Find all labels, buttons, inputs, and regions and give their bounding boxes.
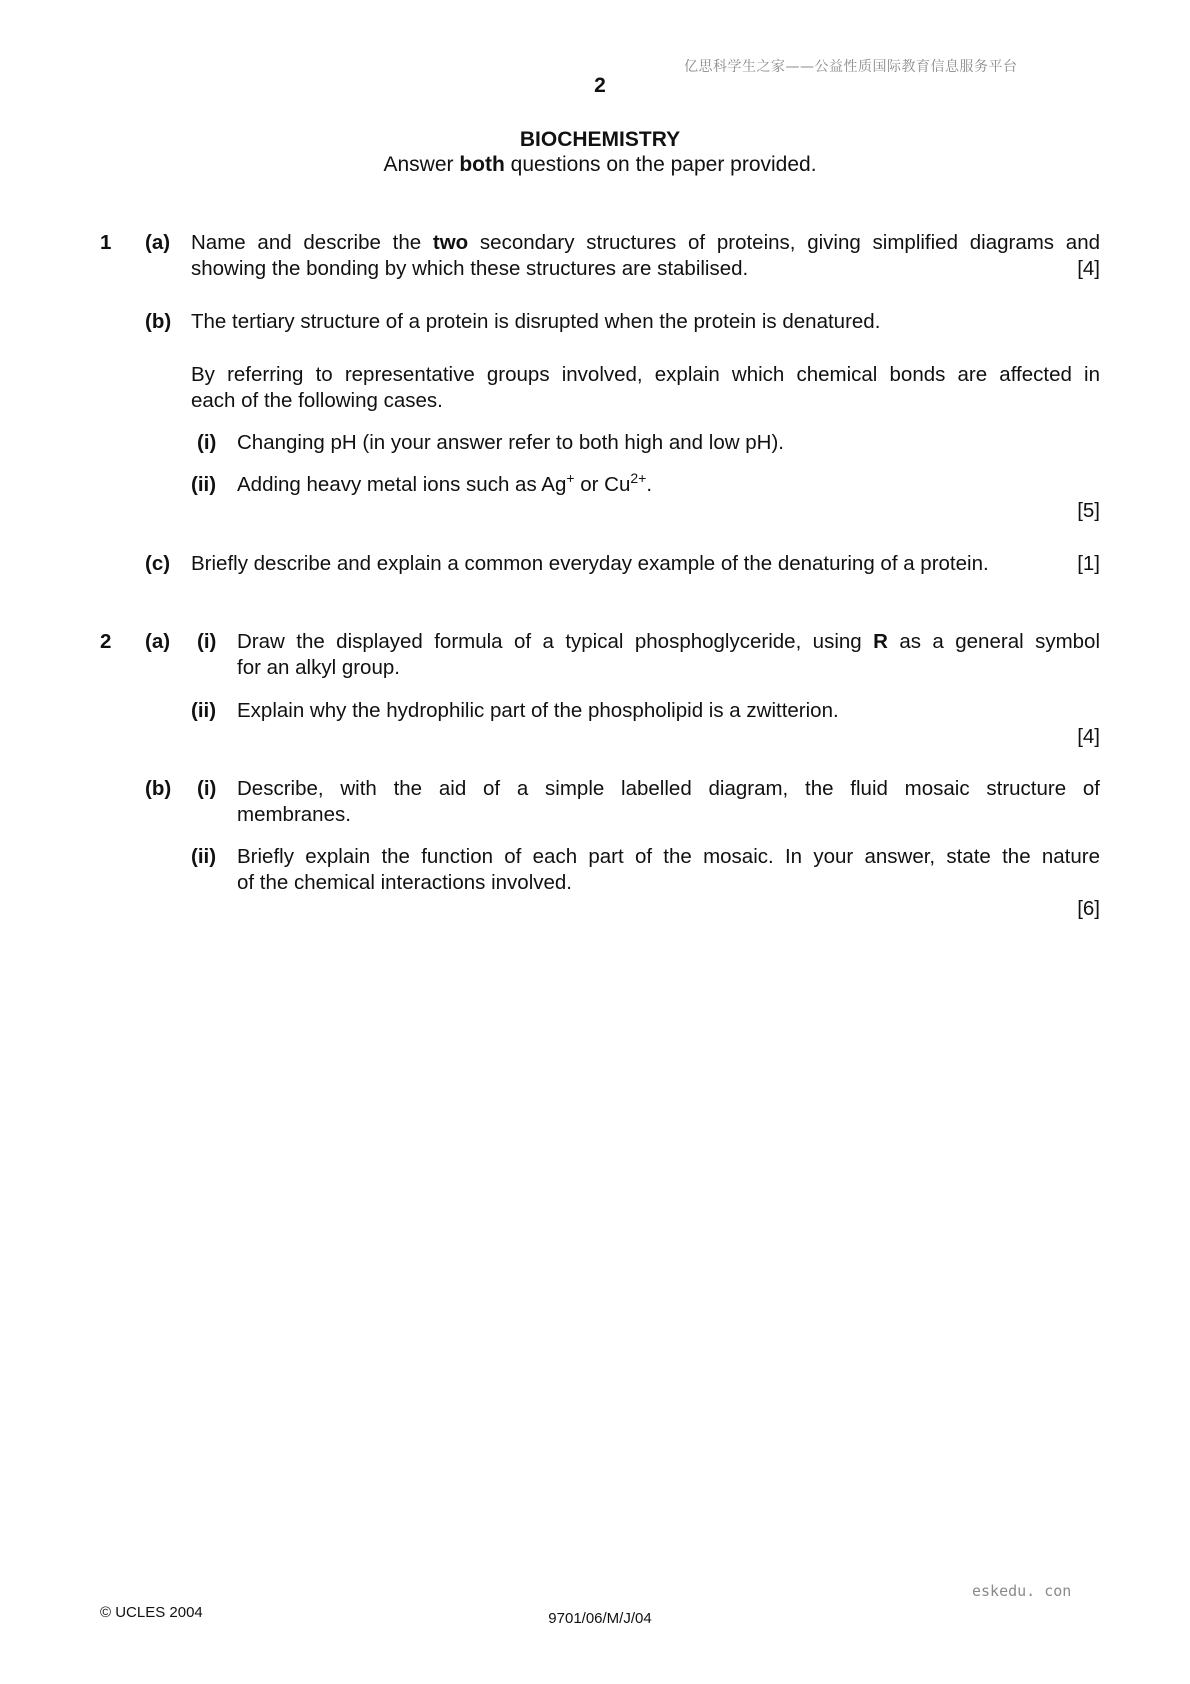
instruction-bold: both (459, 153, 505, 176)
q2a-i-line1-bold: R (873, 630, 888, 653)
copyright: © UCLES 2004 (100, 1604, 203, 1621)
q2b-ii-line1: Briefly explain the function of each part of the mosaic. In your answer, state the nature (237, 845, 1100, 868)
subpart-label: (i) (197, 630, 217, 653)
superscript: + (566, 470, 575, 486)
watermark-text: eskedu. con (972, 1582, 1072, 1600)
mark-allocation: [1] (1077, 552, 1100, 575)
instruction-post: questions on the paper provided. (504, 153, 817, 176)
part-label: (b) (145, 777, 172, 800)
page-number: 2 (594, 74, 606, 97)
part-label: (a) (145, 231, 171, 254)
instruction-pre: Answer (383, 153, 460, 176)
q2a-i-line2: for an alkyl group. (237, 656, 400, 679)
q1b-ii-mid: or Cu (574, 473, 631, 496)
q2a-i-line1-post: as a general symbol (887, 630, 1101, 653)
q1a-line2: showing the bonding by which these structures are stabilised. (191, 257, 749, 280)
q1b-intro: The tertiary structure of a protein is disrupted when the protein is denatured. (191, 310, 881, 333)
q2b-i-line2: membranes. (237, 803, 351, 826)
part-label: (c) (145, 552, 171, 575)
q1b-ii-pre: Adding heavy metal ions such as Ag (237, 473, 567, 496)
section-title: BIOCHEMISTRY (519, 128, 681, 151)
q1a-line1 (191, 230, 1100, 256)
instruction (0, 153, 1190, 177)
subpart-label: (ii) (191, 699, 217, 722)
q1c-text: Briefly describe and explain a common everyday example of the denaturing of a protein. (191, 552, 989, 575)
part-label: (a) (145, 630, 171, 653)
subpart-label: (i) (197, 777, 217, 800)
mark-allocation: [6] (1077, 897, 1100, 920)
subpart-label: (ii) (191, 845, 217, 868)
paper-code: 9701/06/M/J/04 (548, 1610, 652, 1627)
subpart-label: (i) (197, 431, 217, 454)
q2a-i-line1 (237, 629, 1100, 655)
watermark-text: 亿思科学生之家——公益性质国际教育信息服务平台 (684, 59, 1018, 75)
q2a-ii-text: Explain why the hydrophilic part of the phospholipid is a zwitterion. (237, 699, 839, 722)
mark-allocation: [5] (1077, 499, 1100, 522)
question-number: 2 (100, 630, 112, 653)
q1b-ii-post: . (646, 473, 653, 496)
q1a-line1-post: secondary structures of proteins, giving simplified diagrams and (468, 231, 1100, 254)
q2a-i-line1-pre: Draw the displayed formula of a typical phosphoglyceride, using (237, 630, 874, 653)
q1a-line1-bold: two (432, 231, 469, 254)
q1b-i-text: Changing pH (in your answer refer to both high and low pH). (237, 431, 784, 454)
q1b-ii-text (237, 472, 652, 498)
q1b-para-line1: By referring to representative groups involved, explain which chemical bonds are affected in (191, 363, 1100, 386)
superscript: 2+ (630, 470, 647, 486)
q1b-para-line2: each of the following cases. (191, 389, 443, 412)
question-number: 1 (100, 231, 112, 254)
part-label: (b) (145, 310, 172, 333)
q1a-line1-pre: Name and describe the (191, 231, 433, 254)
subpart-label: (ii) (191, 473, 217, 496)
q2b-ii-line2: of the chemical interactions involved. (237, 871, 573, 894)
mark-allocation: [4] (1077, 725, 1100, 748)
q2b-i-line1: Describe, with the aid of a simple labelled diagram, the fluid mosaic structure of (237, 777, 1100, 800)
mark-allocation: [4] (1077, 257, 1100, 280)
